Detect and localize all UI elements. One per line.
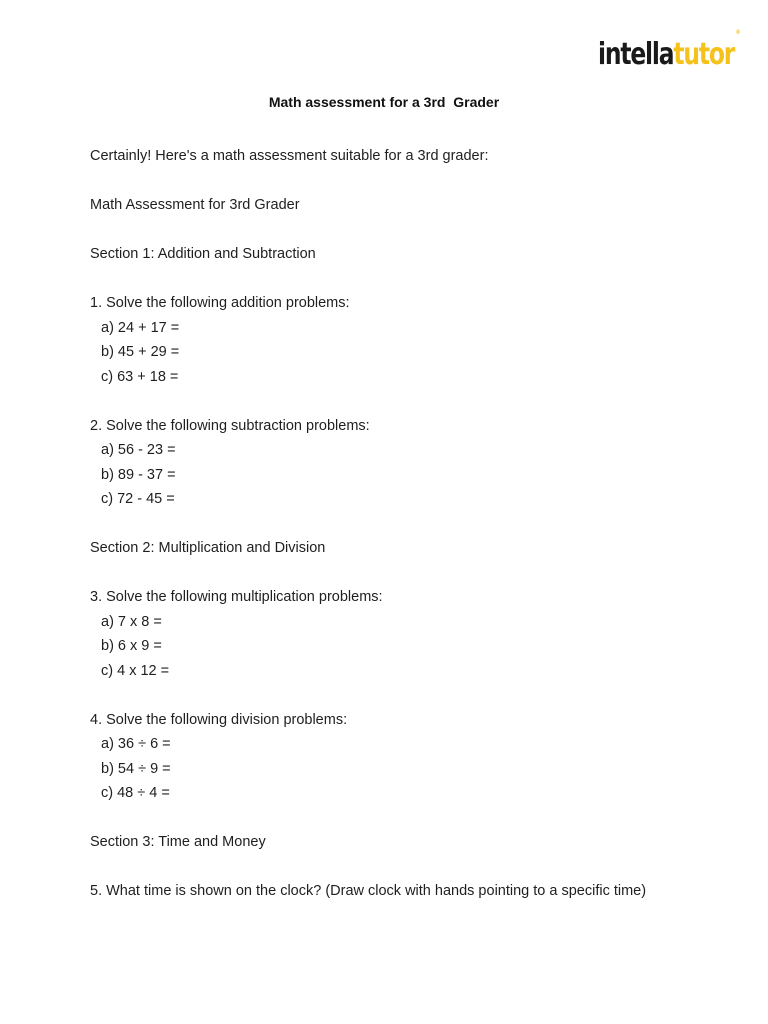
question-5 <box>90 879 680 904</box>
question-item: b) 89 - 37 = <box>101 466 176 483</box>
question-item: b) 45 + 29 = <box>101 344 180 360</box>
question-item: b) 6 x 9 = <box>101 638 162 654</box>
question-2 <box>90 414 680 512</box>
question-item: a) 36 ÷ 6 = <box>101 736 171 752</box>
question-prompt: 3. Solve the following multiplication problems: <box>90 589 383 605</box>
question-item: b) 54 ÷ 9 = <box>101 760 171 777</box>
assessment-subtitle: Math Assessment for 3rd Grader <box>90 197 300 213</box>
registered-mark: ® <box>735 29 741 36</box>
question-4 <box>90 708 680 806</box>
question-item: a) 7 x 8 = <box>101 613 162 630</box>
question-item: c) 63 + 18 = <box>101 368 179 385</box>
logo-text-intella: intella <box>598 37 674 72</box>
question-prompt: 2. Solve the following subtraction problems: <box>90 417 370 434</box>
question-item: c) 72 - 45 = <box>101 491 175 507</box>
question-prompt: 1. Solve the following addition problems: <box>90 295 350 311</box>
question-item: a) 24 + 17 = <box>101 319 180 336</box>
question-item: a) 56 - 23 = <box>101 442 176 458</box>
section-heading-3: Section 3: Time and Money <box>90 834 266 850</box>
section-heading-1: Section 1: Addition and Subtraction <box>90 246 316 262</box>
question-item: c) 48 ÷ 4 = <box>101 785 170 801</box>
logo-text-tutor: tutor <box>673 37 735 72</box>
question-prompt: 5. What time is shown on the clock? (Draw clock with hands pointing to a specific time) <box>90 883 647 899</box>
question-item: c) 4 x 12 = <box>101 662 170 679</box>
question-prompt: 4. Solve the following division problems: <box>90 711 348 728</box>
document-body <box>90 144 680 928</box>
question-1 <box>90 291 680 389</box>
question-3 <box>90 585 680 683</box>
intellatutor-logo <box>598 30 740 70</box>
document-title: Math assessment for a 3rd Grader <box>268 94 500 110</box>
intro-text: Certainly! Here's a math assessment suitable for a 3rd grader: <box>90 148 489 164</box>
section-heading-2: Section 2: Multiplication and Division <box>90 540 326 556</box>
